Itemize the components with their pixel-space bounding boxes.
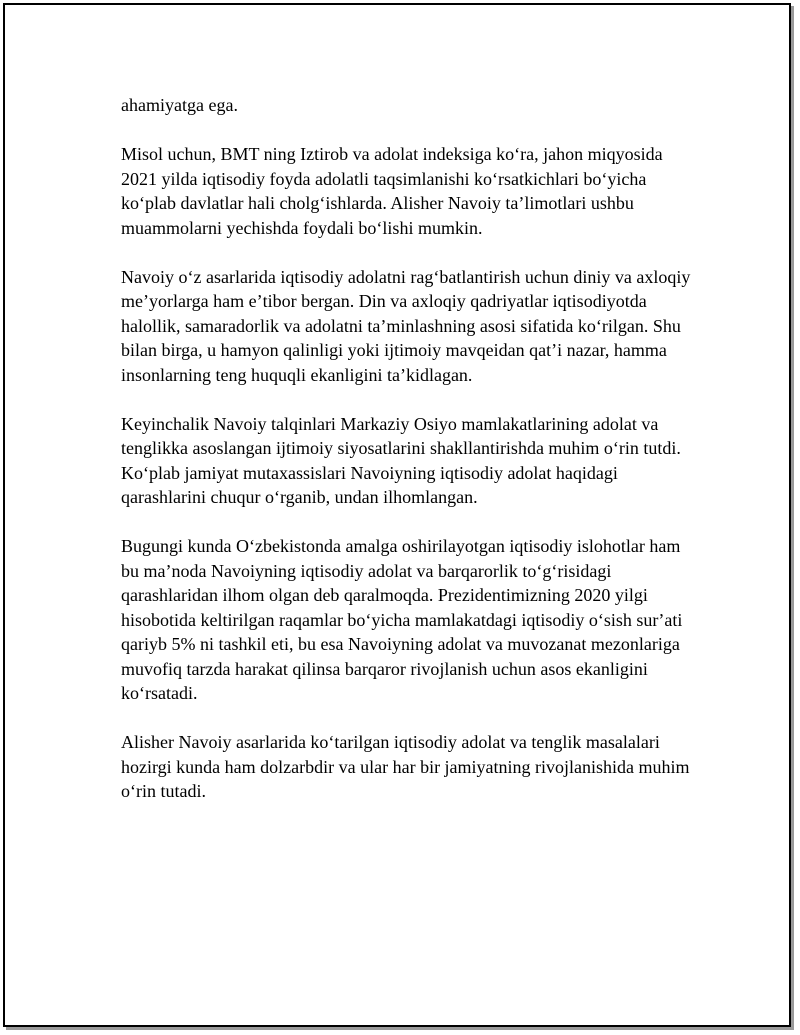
- paragraph-1: ahamiyatga ega.: [121, 95, 238, 115]
- document-page: [3, 3, 791, 1027]
- paragraph-2: Misol uchun, BMT ning Iztirob va adolat indeksiga koʻra, jahon miqyosida 2021 yilda iqtisodiy foyda adolatli taqsimlanishi koʻrsatkichlari boʻyicha koʻplab davlatlar hali cholgʻishlarda. Alisher Navoiy taʼlimotlari ushbu muammolarni yechishda foydali boʻlishi mumkin.: [121, 144, 663, 238]
- paragraph-4: Keyinchalik Navoiy talqinlari Markaziy Osiyo mamlakatlarining adolat va tenglikka asoslangan ijtimoiy siyosatlarini shakllantirishda muhim oʻrin tutdi. Koʻplab jamiyat mutaxassislari Navoiyning iqtisodiy adolat haqidagi qarashlarini chuqur oʻrganib, undan ilhomlangan.: [121, 413, 681, 507]
- paragraph-5: Bugungi kunda Oʻzbekistonda amalga oshirilayotgan iqtisodiy islohotlar ham bu maʼnoda Navoiyning iqtisodiy adolat va barqarorlik toʻgʻrisidagi qarashlaridan ilhom olgan deb qaralmoqda. Prezidentimizning 2020 yilgi hisobotida keltirilgan raqamlar boʻyicha mamlakatdagi iqtisodiy oʻsish surʼati qariyb 5% ni tashkil eti, bu esa Navoiyning adolat va muvozanat mezonlariga muvofiq tarzda harakat qilinsa barqaror rivojlanish uchun asos ekanligini koʻrsatadi.: [121, 536, 683, 703]
- paragraph-6: Alisher Navoiy asarlarida koʻtarilgan iqtisodiy adolat va tenglik masalalari hozirgi kunda ham dolzarbdir va ular har bir jamiyatning rivojlanishida muhim oʻrin tutadi.: [121, 732, 690, 801]
- paragraph-3: Navoiy oʻz asarlarida iqtisodiy adolatni ragʻbatlantirish uchun diniy va axloqiy meʼyorlarga ham eʼtibor bergan. Din va axloqiy qadriyatlar iqtisodiyotda halollik, samaradorlik va adolatni taʼminlashning asosi sifatida koʻrilgan. Shu bilan birga, u hamyon qalinligi yoki ijtimoiy mavqeidan qatʼi nazar, hamma insonlarning teng huquqli ekanligini taʼkidlagan.: [121, 266, 691, 385]
- document-body: [121, 93, 696, 828]
